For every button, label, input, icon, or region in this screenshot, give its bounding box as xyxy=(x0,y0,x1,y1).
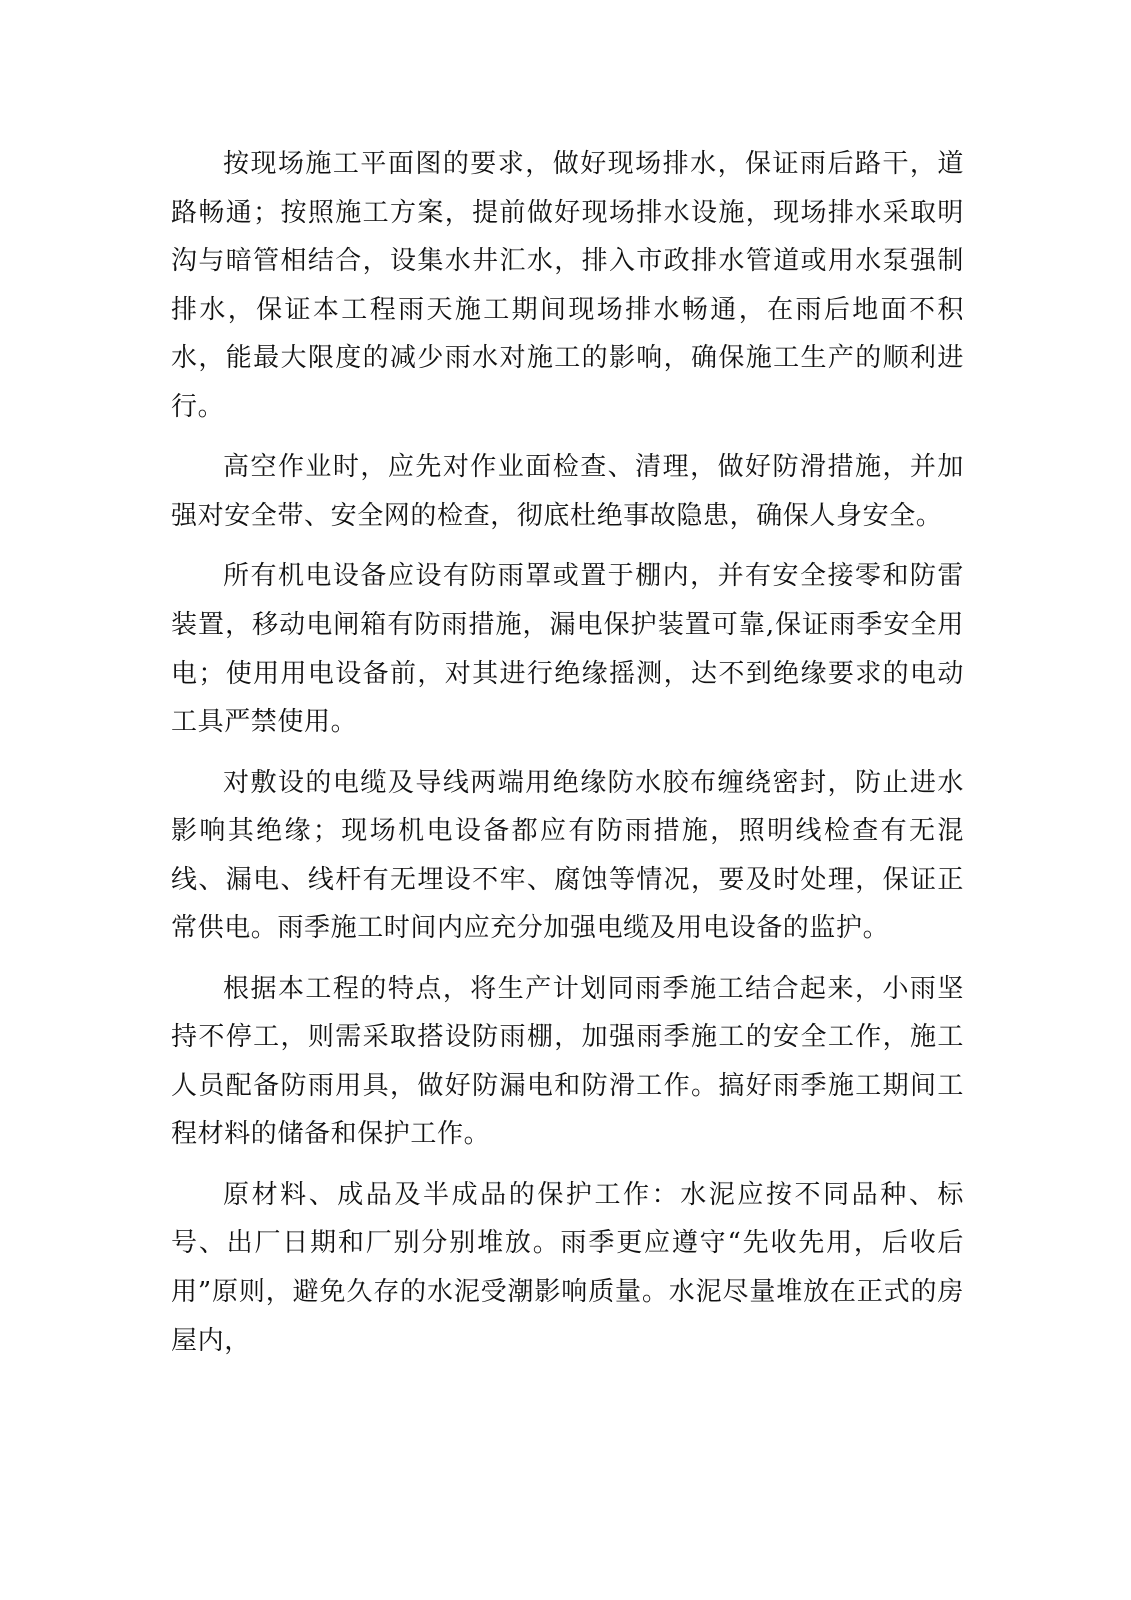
document-body xyxy=(171,140,964,1377)
paragraph-site-drainage: 按现场施工平面图的要求，做好现场排水，保证雨后路干，道路畅通；按照施工方案，提前做好现场排水设施，现场排水采取明沟与暗管相结合，设集水井汇水，排入市政排水管道或用水泵强制排水，保证本工程雨天施工期间现场排水畅通，在雨后地面不积水，能最大限度的减少雨水对施工的影响，确保施工生产的顺利进行。 xyxy=(171,149,964,422)
paragraph-production-planning: 根据本工程的特点，将生产计划同雨季施工结合起来，小雨坚持不停工，则需采取搭设防雨棚，加强雨季施工的安全工作，施工人员配备防雨用具，做好防漏电和防滑工作。搞好雨季施工期间工程材料的储备和保护工作。 xyxy=(171,973,964,1150)
paragraph-high-altitude-work: 高空作业时，应先对作业面检查、清理，做好防滑措施，并加强对安全带、安全网的检查，彻底杜绝事故隐患，确保人身安全。 xyxy=(171,452,964,531)
paragraph-material-protection: 原材料、成品及半成品的保护工作：水泥应按不同品种、标号、出厂日期和厂别分别堆放。雨季更应遵守“先收先用，后收后用”原则，避免久存的水泥受潮影响质量。水泥尽量堆放在正式的房屋内， xyxy=(171,1179,964,1356)
paragraph-cable-insulation: 对敷设的电缆及导线两端用绝缘防水胶布缠绕密封，防止进水影响其绝缘；现场机电设备都应有防雨措施，照明线检查有无混线、漏电、线杆有无埋设不牢、腐蚀等情况，要及时处理，保证正常供电。雨季施工时间内应充分加强电缆及用电设备的监护。 xyxy=(171,767,964,944)
paragraph-equipment-rain-protection: 所有机电设备应设有防雨罩或置于棚内，并有安全接零和防雷装置，移动电闸箱有防雨措施，漏电保护装置可靠,保证雨季安全用电；使用用电设备前，对其进行绝缘摇测，达不到绝缘要求的电动工具严禁使用。 xyxy=(171,561,964,738)
